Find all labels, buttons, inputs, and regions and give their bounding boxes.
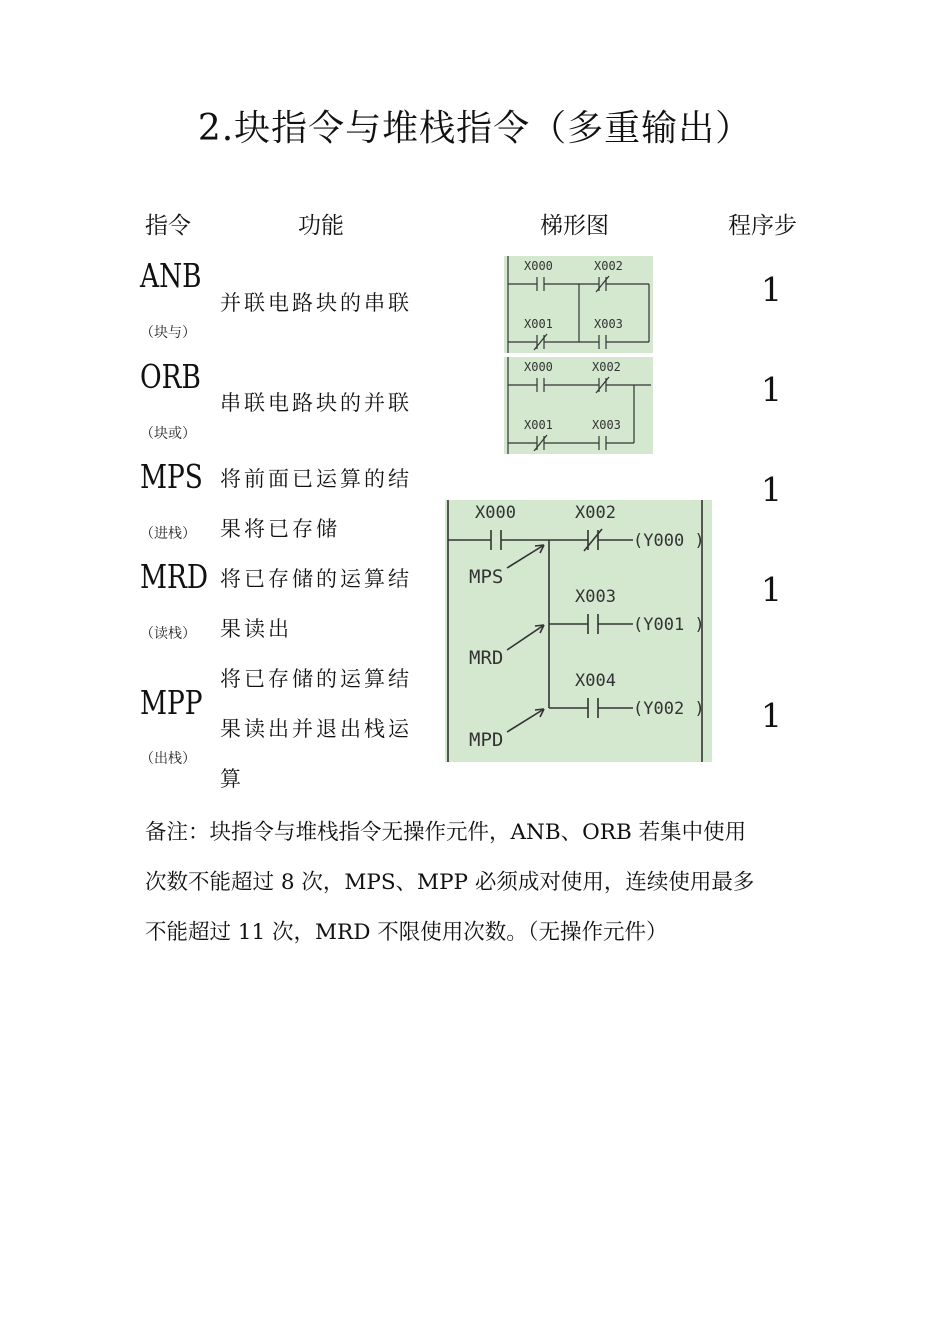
ladder-diagram-orb bbox=[504, 357, 653, 454]
coil-label: (Y002 ) bbox=[633, 699, 705, 719]
steps-anb: 1 bbox=[761, 270, 782, 309]
header-instruction: 指令 bbox=[145, 213, 191, 239]
mnemonic-mps-sub: （进栈） bbox=[140, 526, 196, 542]
contact-label: X002 bbox=[575, 503, 616, 523]
function-mps-line-1: 将前面已运算的结 bbox=[220, 467, 412, 491]
steps-mrd: 1 bbox=[761, 570, 782, 609]
coil-label: (Y000 ) bbox=[633, 531, 705, 551]
stack-label-mpd: MPD bbox=[469, 729, 504, 751]
header-steps: 程序步 bbox=[728, 213, 797, 239]
contact-label: X000 bbox=[524, 360, 553, 374]
mnemonic-anb: ANB bbox=[140, 256, 202, 295]
mnemonic-mrd: MRD bbox=[140, 557, 209, 596]
contact-label: X002 bbox=[594, 259, 623, 273]
mnemonic-orb-sub: （块或） bbox=[140, 426, 196, 442]
contact-label: X004 bbox=[575, 671, 616, 691]
function-mpp-line-2: 果读出并退出栈运 bbox=[220, 717, 412, 741]
contact-label: X003 bbox=[575, 587, 616, 607]
page-title: 2.块指令与堆栈指令（多重输出） bbox=[197, 108, 753, 149]
function-mrd-line-1: 将已存储的运算结 bbox=[220, 567, 412, 591]
steps-mpp: 1 bbox=[761, 696, 782, 735]
ladder-diagram-anb bbox=[504, 256, 653, 353]
function-mrd-line-2: 果读出 bbox=[220, 617, 292, 641]
contact-label: X000 bbox=[475, 503, 516, 523]
steps-orb: 1 bbox=[761, 370, 782, 409]
coil-label: (Y001 ) bbox=[633, 615, 705, 635]
mnemonic-mpp: MPP bbox=[140, 683, 203, 722]
contact-label: X003 bbox=[592, 418, 621, 432]
function-orb: 串联电路块的并联 bbox=[220, 391, 412, 415]
header-ladder: 梯形图 bbox=[540, 213, 609, 239]
mnemonic-mpp-sub: （出栈） bbox=[140, 751, 196, 767]
mnemonic-mrd-sub: （读栈） bbox=[140, 626, 196, 642]
contact-label: X001 bbox=[524, 418, 553, 432]
function-mpp-line-3: 算 bbox=[220, 767, 244, 791]
stack-label-mrd: MRD bbox=[469, 647, 504, 669]
mnemonic-orb: ORB bbox=[140, 357, 201, 396]
stack-label-mps: MPS bbox=[469, 566, 504, 588]
function-mps-line-2: 果将已存储 bbox=[220, 517, 340, 541]
note-line: 备注：块指令与堆栈指令无操作元件，ANB、ORB 若集中使用 bbox=[145, 820, 747, 845]
ladder-diagram-stack bbox=[445, 500, 712, 762]
contact-label: X003 bbox=[594, 317, 623, 331]
contact-label: X002 bbox=[592, 360, 621, 374]
contact-label: X000 bbox=[524, 259, 553, 273]
contact-label: X001 bbox=[524, 317, 553, 331]
note-line: 不能超过 11 次，MRD 不限使用次数。（无操作元件） bbox=[145, 920, 668, 945]
function-mpp-line-1: 将已存储的运算结 bbox=[220, 667, 412, 691]
note-line: 次数不能超过 8 次，MPS、MPP 必须成对使用，连续使用最多 bbox=[145, 870, 755, 895]
steps-mps: 1 bbox=[761, 470, 782, 509]
function-anb: 并联电路块的串联 bbox=[220, 291, 412, 315]
mnemonic-anb-sub: （块与） bbox=[140, 325, 196, 341]
mnemonic-mps: MPS bbox=[140, 457, 203, 496]
header-function: 功能 bbox=[298, 213, 344, 239]
note-paragraph bbox=[145, 808, 815, 958]
